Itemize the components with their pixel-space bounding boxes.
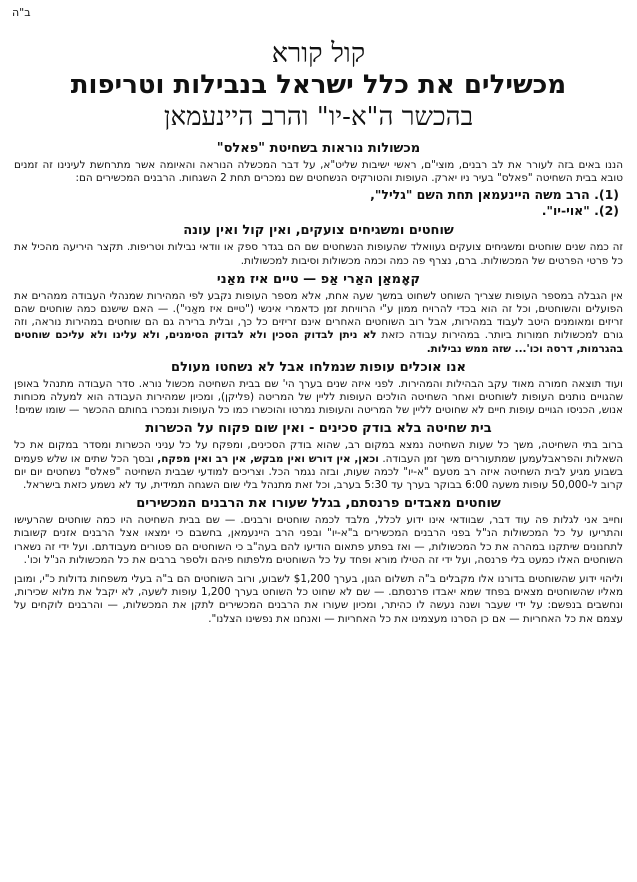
section-2-paragraph: זה כמה שנים שוחטים ומשגיחים צועקים געוואלד שהעופות הנשחטים שם הם בגדר ספק או וודאי נבילות וטריפות. תקצר היריעה מהכיל את כל פרטי הפרטים של המכשולות. ברם, נצרף פה כמה וכמה מכשולות וסיבות למכשולות.	[14, 241, 623, 267]
section-1-heading: מכשולות נוראות בשחיטת "פאלס"	[216, 141, 421, 156]
section-3-paragraph	[14, 290, 623, 356]
rabbis-list-item: (1). הרב משה היינעמאן תחת השם "גליל",	[370, 187, 619, 203]
section-5-text-a: ברוב בתי השחיטה, משך כל שעות השחיטה נמצא במקום רב, שהוא בודק הסכינים, ומפקח על כל עניני הכשרות ומסדר במקום את כל השאלות והפראבלעמען שמתעוררים משך זמן העבודה.	[14, 439, 624, 465]
corner-mark: ב"ה	[12, 6, 31, 19]
section-1-paragraph: הננו באים בזה לעורר את לב רבנים, מוצי"ם, ראשי ישיבות שליט"א, על דבר המכשלה הנוראה והאיומה אשר מתרחשת לעינינו זה זמנים טובא בבית השחיטה "פאלס" בעיר ניו יארק. העופות והטורקיס הנשחטים שם נמכרים תחת 2 השגחות. הרבנים המכשירים הם:	[14, 159, 623, 185]
title-block	[14, 38, 623, 133]
section-6-paragraph-a: וחייב אני לגלות פה עוד דבר, שבוודאי אינו ידוע לכלל, מלבד לכמה שוחטים ורבנים. — שם בבית השחיטה היו כמה שוחטים שהרעישו והתריעו על כל המכשולות הנ"ל בפני הרבנים המכשירים ב"א-יו" ובפני הרב היינעמאן, בחשבם כי ימצאו אצל הרבנים אזנים קשובות לתחנונים שיתקנו במהרה את כל המכשולות, — ואז בפתע פתאום הודיעו להם בעה"ב כי השוחטים הם פטורים מעבודתם. ועל ידי זה נשארו השוחטים האלו כמעט בלי פרנסה, ועל ידי זה הטילו מורא ופחד על כל השוחטים מלפתוח פיהם ולספר ברבים את כל המכשולות הנ"ל וכו'.	[14, 514, 623, 566]
section-5-paragraph	[14, 439, 623, 492]
section-4-paragraph: ועוד תוצאה חמורה מאוד עקב הבהילות והמהירות. לפני איזה שנים בערך הי' שם בבית השחיטה מכשול נורא. סדר העבודה מתנהל באופן שהגויים נותנים העופות לשוחטים ואחר השחיטה הולכים העופות לליין של המריטה (פליקן), ומכיון שמהירות העבודה הוא למעלה מכוחות אנוש, הכניסו הגויים עופות חיים לא שחוטים לליין של המריטה והעופות נמרטו והוכשרו כמו כל העופות ונמכרו בחותם ההכשר — שומו שמים!	[14, 377, 623, 417]
title-line-3: בהכשר ה"א-יו" והרב היינעמאן	[163, 102, 474, 132]
section-3-text: אין הגבלה במספר העופות שצריך השוחט לשחוט במשך שעה אחת, אלא מספר העופות נקבע לפי המהירות שמנהלי העבודה ממהרים את הפועלים והשוחטים, וכל זה הוא בכדי להרויח ממון ע"י הרוויחת זמן כדאמרי אינשי ("טיים איז מאַני"). — האם שישנם כמה שוחטים שהם זריזים ומאומנים היטב לעבוד במהירות, אבל רוב השוחטים האחרים אינם זריזים כל כך, ובלית ברירה גם הם שוחטים במהירות נוראה, וזה גורם למכשולות חמורות ביותר. במהירות עבודה כזאת	[14, 289, 624, 342]
section-5-heading: בית שחיטה בלא בודק סכינים - ואין שום פקוח על הכשרות	[145, 421, 492, 437]
section-2-heading: שוחטים ומשגיחים צועקים, ואין קול ואין עונה	[183, 223, 454, 239]
section-3-heading: קאָמאַן האַרי אַפ — טיים איז מאַני	[216, 271, 421, 287]
rabbis-list-item: (2). "אוי-יו".	[541, 203, 619, 219]
section-3-bold-text: לא ניתן לבדוק הסכין ולא לבדוק הסימנים, ולא עלינו ולא עליכם שוחטים בהגרמות, דרסה וכו'... שזה ממש נבילות.	[14, 329, 623, 355]
section-5-bold-text: וכאן, אין דורש ואין מבקש, אין רב ואין מפקח,	[157, 452, 379, 465]
section-6-paragraph-b: וליהוי ידוע שהשוחטים בדורנו אלו מקבלים ב"ה תשלום הגון, בערך $1,200 לשבוע, ורוב השוחטים הם ב"ה בעלי משפחות גדולות כ"י, ומובן מאליו שהשוחטים מצאים בפחד שמא יאבדו פרנסתם. — שם לא שחוט כל השוחט בערך 1,200 עופות לשעה, לא יקבל את מלוא שכירות, ונחשבים בנפשם: על ידי שעבר ושנה נעשה לו כהיתר, ומכיון שעורו את הרבנים המכשירים לתקן את המכשלות, — והרבנים לוקחים על עצמם את כל האחריות — אם כן הסרנו מעצמינו את כל האחריות — ואנחנו את נפשינו הצלנו".	[14, 573, 623, 625]
section-4-heading: אנו אוכלים עופות שנמלחו אבל לא נשחטו מעולם	[171, 359, 466, 375]
title-line-1: קול קורא	[271, 38, 366, 69]
title-line-2: מכשילים את כלל ישראל בנבילות וטריפות	[70, 70, 567, 100]
section-6-heading: שוחטים מאבדים פרנסתם, בגלל שעורו את הרבנים המכשירים	[136, 496, 501, 512]
rabbis-list	[14, 187, 623, 219]
section-5-text-b: ובסך הכל שתים או שלש פעמים בשבוע מגיע לבית השחיטה איזה רב מטעם "א-יו" לכמה שעות, ובזה נגמר הכל. וצריכים למודעי שבבית השחיטה "פאלס" נשחטים יום יום קרוב ל-50,000 עופות משעה 6:00 בבוקר בערך עד 5:30 בערב, וכל זאת מתנהל בלי שום השגחה תמידית, עד לא נשמע כזאת בישראל.	[14, 452, 623, 492]
